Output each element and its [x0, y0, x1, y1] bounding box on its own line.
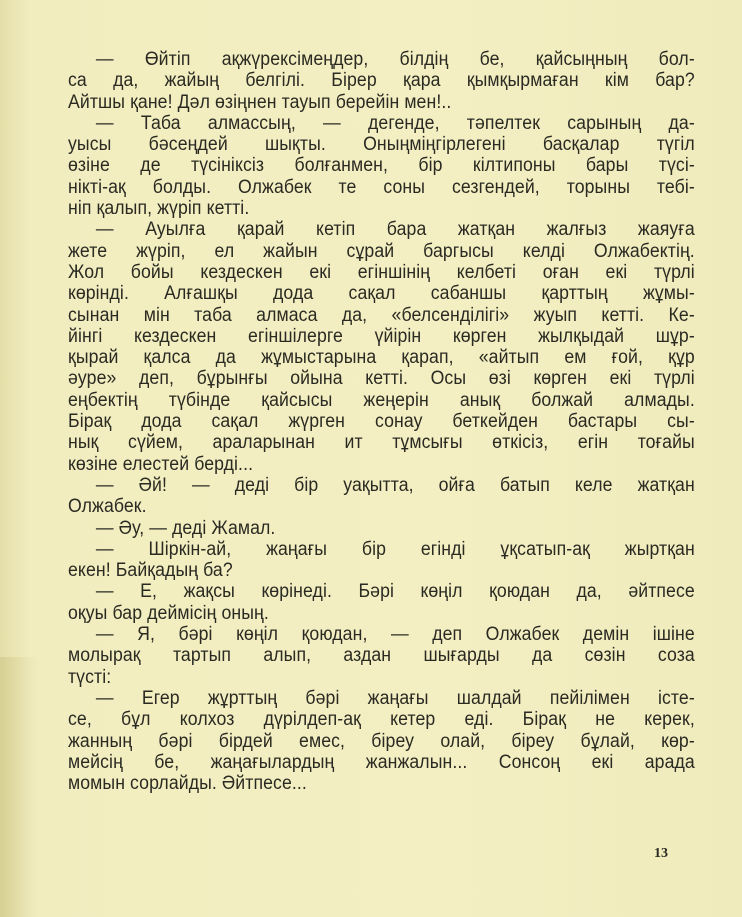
text-line: се, бұл колхоз дүрілдеп-ақ кетер еді. Бірақ не керек,: [68, 709, 695, 731]
text-line: нікті-ақ болды. Олжабек те соны сезгендей, торыны тебі-: [68, 176, 695, 198]
text-line: оқуы бар деймісің оның.: [68, 602, 269, 624]
text-line: Бірақ дода сақал жүрген сонау беткейден бастары сы-: [68, 411, 695, 433]
text-line: нық сүйем, араларынан ит тұмсығы өткісіз, егін тоғайы: [68, 432, 695, 454]
text-line: Олжабек.: [68, 496, 147, 518]
text-line: әуре» деп, бұрынғы ойына кетті. Осы өзі көрген екі түрлі: [68, 368, 695, 390]
text-line: — Әй! — деді бір уақытта, ойға батып келе жатқан: [95, 474, 695, 496]
text-line: — Е, жақсы көрінеді. Бәрі көңіл қоюдан да, әйтпесе: [95, 581, 695, 603]
paragraph: [68, 518, 695, 539]
text-line: қырай қалса да жұмыстарына қарап, «айтып ем ғой, құр: [68, 347, 695, 369]
text-line: көзіне елестей берді...: [68, 453, 254, 475]
text-line: — Егер жұрттың бәрі жаңағы шалдай пейілімен істе-: [95, 687, 695, 709]
text-line: жете жүріп, ел жайын сұрай баргысы келді Олжабектің.: [68, 240, 695, 262]
text-line: еңбектің түбінде қайсысы жеңерін анық болжай алмады.: [68, 389, 695, 411]
text-line: йінгі кездескен егіншілерге үйірін көрген жылқыдай шұр-: [68, 325, 695, 347]
text-line: — Таба алмассың, — дегенде, тәпелтек сарының да-: [95, 112, 695, 134]
text-line: мейсің бе, жаңағылардың жанжалын... Сонсоң екі арада: [68, 751, 695, 773]
text-line: сынан мін таба алмаса да, «белсенділігі» жуып кетті. Ке-: [68, 304, 695, 326]
text-line: түсті:: [68, 666, 112, 688]
paragraph: [68, 539, 695, 582]
text-line: Айтшы қане! Дәл өзіңнен тауып берейін мен!..: [68, 91, 452, 113]
page-number: 13: [654, 846, 668, 861]
text-line: көрінді. Алғашқы дода сақал сабаншы қарттың жұмы-: [68, 283, 695, 305]
text-line: өзіне де түсініксіз болғанмен, бір кілтипоны бары түсі-: [68, 155, 695, 177]
text-line: — Әу, — деді Жамал.: [95, 517, 276, 539]
text-line: жанның бәрі бірдей емес, біреу олай, біреу бұлай, көр-: [68, 730, 695, 752]
text-line: момын сорлайды. Әйтпесе...: [68, 773, 307, 795]
paragraph: [68, 475, 695, 518]
paragraph: [68, 624, 695, 688]
text-line: екен! Байқадың ба?: [68, 560, 233, 582]
text-line: ніп қалып, жүріп кетті.: [68, 198, 250, 220]
paragraph: [68, 688, 695, 794]
text-line: са да, жайың белгілі. Бірер қара қымқырмаған кім бар?: [68, 70, 695, 92]
body-text: [68, 49, 695, 794]
page-edge-shadow: [0, 657, 40, 917]
text-line: — Ауылға қарай кетіп бара жатқан жалғыз жаяуға: [95, 219, 695, 241]
paragraph: [68, 49, 695, 113]
text-line: — Шіркін-ай, жаңағы бір егінді ұқсатып-ақ жыртқан: [95, 538, 695, 560]
text-line: — Я, бәрі көңіл қоюдан, — деп Олжабек демін ішіне: [95, 624, 695, 646]
text-line: уысы бәсеңдей шықты. Оныңміңгірлегені басқалар түгіл: [68, 134, 695, 156]
paragraph: [68, 581, 695, 624]
paragraph: [68, 219, 695, 475]
text-line: молырақ тартып алып, аздан шығарды да сөзін соза: [68, 645, 695, 667]
text-line: Жол бойы кездескен екі егіншінің келбеті оған екі түрлі: [68, 261, 695, 283]
paragraph: [68, 113, 695, 219]
text-line: — Өйтіп ақжүрексімеңдер, білдің бе, қайсыңның бол-: [95, 49, 695, 70]
